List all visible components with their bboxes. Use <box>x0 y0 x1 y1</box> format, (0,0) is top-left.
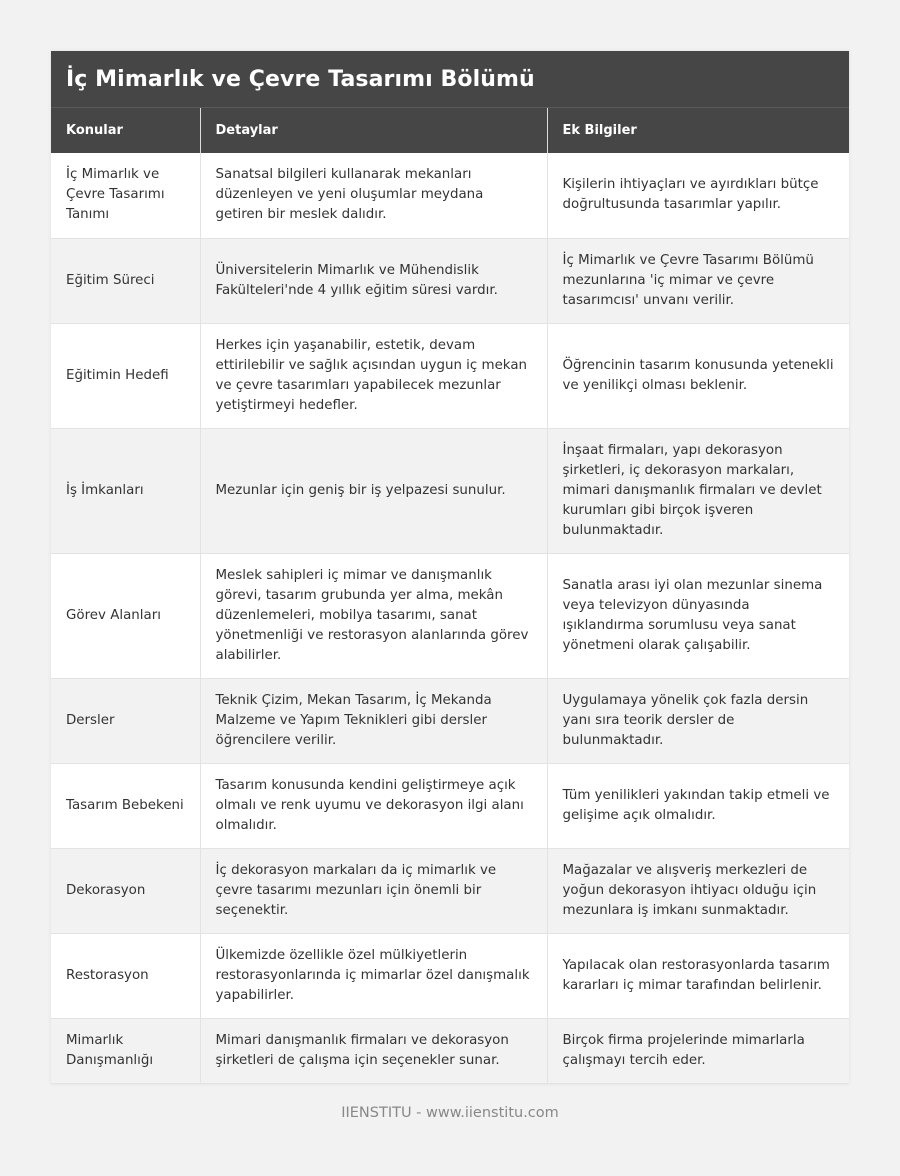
header-detaylar: Detaylar <box>200 108 547 153</box>
title-bar <box>51 51 849 108</box>
table-row <box>51 153 849 238</box>
detail-cell: Üniversitelerin Mimarlık ve Mühendislik Fakülteleri'nde 4 yıllık eğitim süresi vardır. <box>200 238 547 323</box>
table-row <box>51 323 849 428</box>
table-row <box>51 238 849 323</box>
page-title: İç Mimarlık ve Çevre Tasarımı Bölümü <box>66 66 535 92</box>
table-row <box>51 933 849 1018</box>
table-row <box>51 763 849 848</box>
topic-cell: Eğitimin Hedefi <box>51 323 200 428</box>
topic-cell: Mimarlık Danışmanlığı <box>51 1018 200 1083</box>
header-konular: Konular <box>51 108 200 153</box>
extra-cell: Uygulamaya yönelik çok fazla dersin yanı sıra teorik dersler de bulunmaktadır. <box>547 678 849 763</box>
detail-cell: Meslek sahipleri iç mimar ve danışmanlık görevi, tasarım grubunda yer alma, mekân düzenlemeleri, mobilya tasarımı, sanat yönetmenliği ve restorasyon alanlarında görev alabilirler. <box>200 553 547 678</box>
detail-cell: Teknik Çizim, Mekan Tasarım, İç Mekanda Malzeme ve Yapım Teknikleri gibi dersler öğrencilere verilir. <box>200 678 547 763</box>
extra-cell: Sanatla arası iyi olan mezunlar sinema veya televizyon dünyasında ışıklandırma sorumlusu veya sanat yönetmeni olarak çalışabilir. <box>547 553 849 678</box>
table-body <box>51 153 849 1083</box>
topic-cell: Tasarım Bebekeni <box>51 763 200 848</box>
extra-cell: Tüm yenilikleri yakından takip etmeli ve gelişime açık olmalıdır. <box>547 763 849 848</box>
detail-cell: Mimari danışmanlık firmaları ve dekorasyon şirketleri de çalışma için seçenekler sunar. <box>200 1018 547 1083</box>
extra-cell: İnşaat firmaları, yapı dekorasyon şirketleri, iç dekorasyon markaları, mimari danışmanlık firmaları ve devlet kurumları gibi birçok işveren bulunmaktadır. <box>547 428 849 553</box>
topic-cell: Dersler <box>51 678 200 763</box>
topic-cell: Dekorasyon <box>51 848 200 933</box>
topic-cell: İş İmkanları <box>51 428 200 553</box>
detail-cell: Mezunlar için geniş bir iş yelpazesi sunulur. <box>200 428 547 553</box>
extra-cell: İç Mimarlık ve Çevre Tasarımı Bölümü mezunlarına 'iç mimar ve çevre tasarımcısı' unvanı verilir. <box>547 238 849 323</box>
detail-cell: Herkes için yaşanabilir, estetik, devam ettirilebilir ve sağlık açısından uygun iç mekan ve çevre tasarımları yapabilecek mezunlar yetiştirmeyi hedefler. <box>200 323 547 428</box>
table-header <box>51 108 849 153</box>
table-row <box>51 553 849 678</box>
detail-cell: Sanatsal bilgileri kullanarak mekanları düzenleyen ve yeni oluşumlar meydana getiren bir meslek dalıdır. <box>200 153 547 238</box>
table-row <box>51 428 849 553</box>
table-row <box>51 1018 849 1083</box>
extra-cell: Birçok firma projelerinde mimarlarla çalışmayı tercih eder. <box>547 1018 849 1083</box>
topic-cell: Görev Alanları <box>51 553 200 678</box>
extra-cell: Kişilerin ihtiyaçları ve ayırdıkları bütçe doğrultusunda tasarımlar yapılır. <box>547 153 849 238</box>
info-card <box>51 51 849 1084</box>
footer-credit: IIENSTITU - www.iienstitu.com <box>341 1105 559 1121</box>
info-table <box>51 108 849 1084</box>
topic-cell: İç Mimarlık ve Çevre Tasarımı Tanımı <box>51 153 200 238</box>
detail-cell: İç dekorasyon markaları da iç mimarlık ve çevre tasarımı mezunları için önemli bir seçenektir. <box>200 848 547 933</box>
table-row <box>51 678 849 763</box>
extra-cell: Yapılacak olan restorasyonlarda tasarım kararları iç mimar tarafından belirlenir. <box>547 933 849 1018</box>
table-row <box>51 848 849 933</box>
detail-cell: Tasarım konusunda kendini geliştirmeye açık olmalı ve renk uyumu ve dekorasyon ilgi alanı olmalıdır. <box>200 763 547 848</box>
topic-cell: Eğitim Süreci <box>51 238 200 323</box>
topic-cell: Restorasyon <box>51 933 200 1018</box>
extra-cell: Öğrencinin tasarım konusunda yetenekli ve yenilikçi olması beklenir. <box>547 323 849 428</box>
header-ek-bilgiler: Ek Bilgiler <box>562 123 637 138</box>
extra-cell: Mağazalar ve alışveriş merkezleri de yoğun dekorasyon ihtiyacı olduğu için mezunlara iş imkanı sunmaktadır. <box>547 848 849 933</box>
detail-cell: Ülkemizde özellikle özel mülkiyetlerin restorasyonlarında iç mimarlar özel danışmalık yapabilirler. <box>200 933 547 1018</box>
